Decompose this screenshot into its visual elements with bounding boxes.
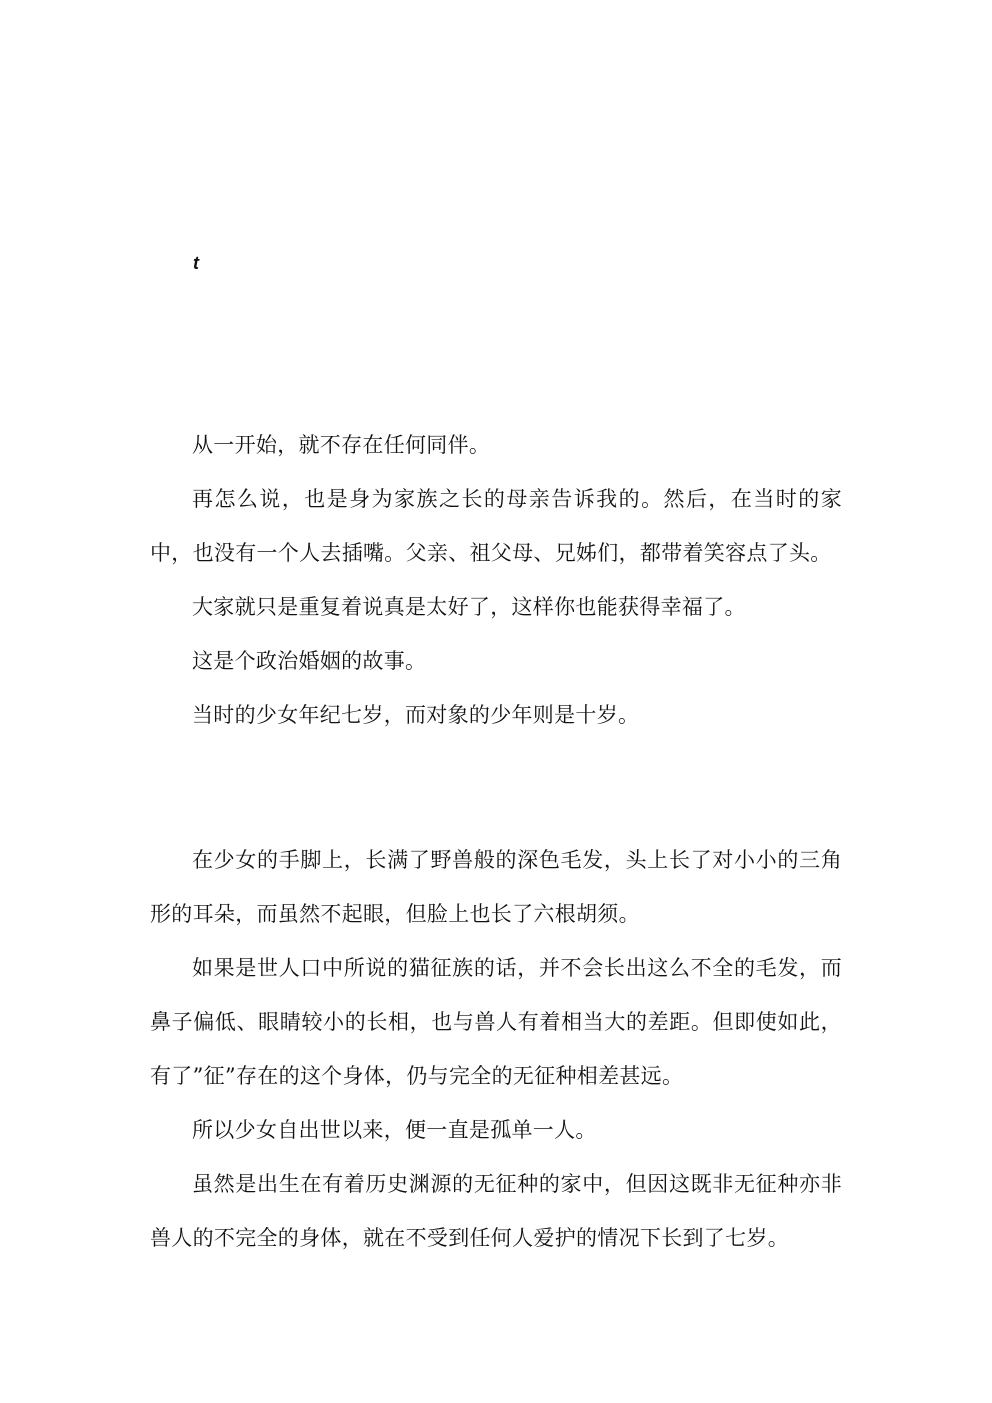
paragraph: 所以少女自出世以来，便一直是孤单一人。 <box>192 1118 597 1142</box>
stray-mark: t <box>193 253 199 273</box>
text-block-1 <box>150 418 842 742</box>
paragraph: 再怎么说，也是身为家族之长的母亲告诉我的。然后，在当时的家中，也没有一个人去插嘴。父亲、祖父母、兄姊们，都带着笑容点了头。 <box>150 487 842 565</box>
paragraph: 虽然是出生在有着历史渊源的无征种的家中，但因这既非无征种亦非兽人的不完全的身体，就在不受到任何人爱护的情况下长到了七岁。 <box>150 1172 842 1250</box>
paragraph: 这是个政治婚姻的故事。 <box>192 649 427 673</box>
paragraph: 大家就只是重复着说真是太好了，这样你也能获得幸福了。 <box>192 595 746 619</box>
paragraph: 在少女的手脚上，长满了野兽般的深色毛发，头上长了对小小的三角形的耳朵，而虽然不起眼，但脸上也长了六根胡须。 <box>150 848 842 926</box>
text-block-2 <box>150 833 842 1265</box>
paragraph: 如果是世人口中所说的猫征族的话，并不会长出这么不全的毛发，而鼻子偏低、眼睛较小的长相，也与兽人有着相当大的差距。但即使如此，有了”征”存在的这个身体，仍与完全的无征种相差甚远。 <box>150 956 842 1088</box>
paragraph: 当时的少女年纪七岁，而对象的少年则是十岁。 <box>192 703 640 727</box>
paragraph: 从一开始，就不存在任何同伴。 <box>192 433 491 457</box>
